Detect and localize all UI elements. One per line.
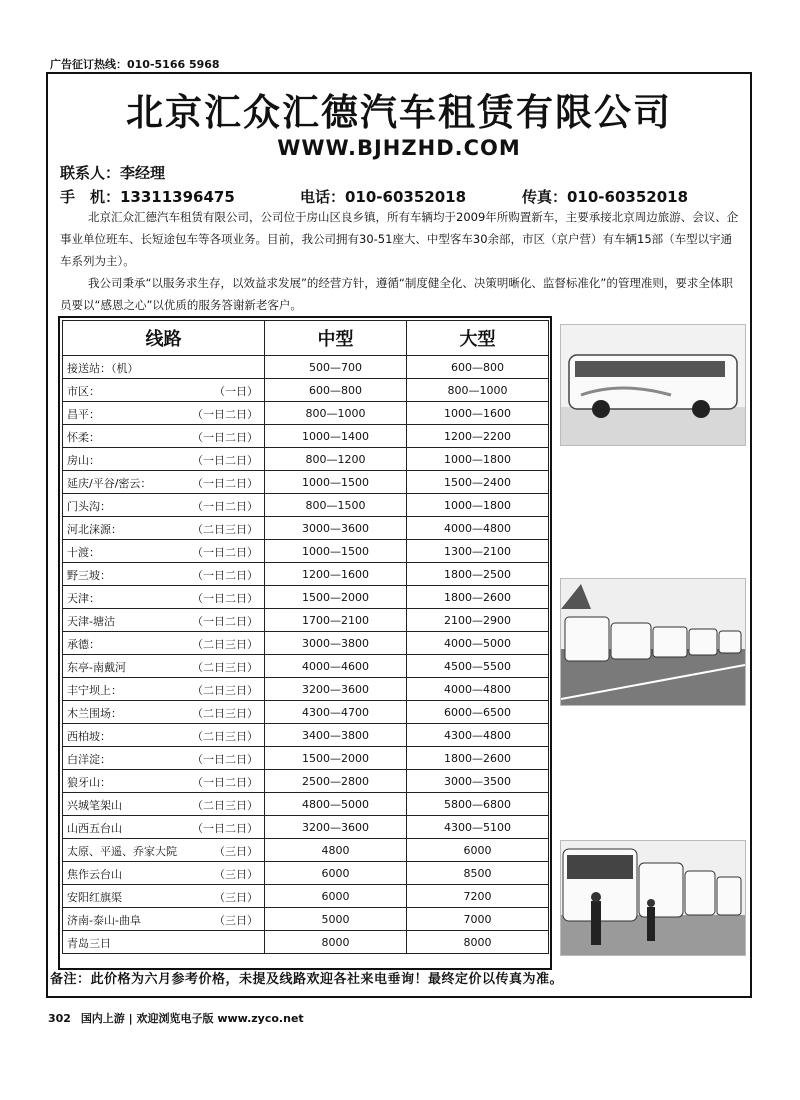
table-row — [63, 678, 549, 701]
route-cell — [63, 908, 265, 931]
large-price: 1000—1800 — [407, 448, 549, 471]
phone-number: 电话：010-60352018 — [300, 188, 467, 206]
mobile-number: 手 机：13311396475 — [60, 188, 235, 206]
route-duration: （三日） — [214, 868, 258, 881]
route-duration: （二日三日） — [192, 661, 258, 674]
route-name: 木兰围场： — [67, 707, 122, 720]
mid-price: 6000 — [265, 862, 407, 885]
page-footer — [48, 1010, 304, 1026]
large-price: 1200—2200 — [407, 425, 549, 448]
table-row — [63, 379, 549, 402]
mid-price: 800—1000 — [265, 402, 407, 425]
route-duration: （二日三日） — [192, 684, 258, 697]
mid-price: 3400—3800 — [265, 724, 407, 747]
large-price: 4000—4800 — [407, 517, 549, 540]
route-duration: （一日二日） — [192, 546, 258, 559]
route-name: 门头沟： — [67, 500, 111, 513]
table-row — [63, 494, 549, 517]
header-mid: 中型 — [265, 321, 407, 356]
large-price: 1300—2100 — [407, 540, 549, 563]
route-cell — [63, 402, 265, 425]
large-price: 800—1000 — [407, 379, 549, 402]
mid-price: 1000—1500 — [265, 471, 407, 494]
route-duration: （一日二日） — [192, 477, 258, 490]
route-duration: （一日二日） — [192, 776, 258, 789]
route-name: 房山： — [67, 454, 100, 467]
route-name: 东亭-南戴河 — [67, 661, 126, 674]
table-row — [63, 448, 549, 471]
route-duration: （二日三日） — [192, 799, 258, 812]
table-row — [63, 425, 549, 448]
large-price: 1500—2400 — [407, 471, 549, 494]
table-row — [63, 816, 549, 839]
large-price: 8500 — [407, 862, 549, 885]
route-cell — [63, 839, 265, 862]
large-price: 1800—2600 — [407, 586, 549, 609]
mid-price: 3000—3800 — [265, 632, 407, 655]
bus-photo — [560, 324, 746, 446]
large-price: 4500—5500 — [407, 655, 549, 678]
route-duration: （三日） — [214, 891, 258, 904]
large-price: 1800—2600 — [407, 747, 549, 770]
mid-price: 3000—3600 — [265, 517, 407, 540]
route-name: 天津-塘沽 — [67, 615, 115, 628]
mid-price: 1200—1600 — [265, 563, 407, 586]
route-duration: （一日） — [214, 385, 258, 398]
large-price: 600—800 — [407, 356, 549, 379]
table-row — [63, 793, 549, 816]
route-duration: （一日二日） — [192, 431, 258, 444]
route-name: 丰宁坝上： — [67, 684, 122, 697]
route-duration: （一日二日） — [192, 408, 258, 421]
route-duration: （二日三日） — [192, 730, 258, 743]
table-row — [63, 632, 549, 655]
mid-price: 4000—4600 — [265, 655, 407, 678]
route-duration: （一日二日） — [192, 753, 258, 766]
route-cell — [63, 678, 265, 701]
route-cell — [63, 425, 265, 448]
table-row — [63, 655, 549, 678]
large-price: 5800—6800 — [407, 793, 549, 816]
price-table — [62, 320, 549, 954]
route-duration: （二日三日） — [192, 707, 258, 720]
table-row — [63, 609, 549, 632]
table-row — [63, 908, 549, 931]
large-price: 1000—1800 — [407, 494, 549, 517]
mid-price: 800—1200 — [265, 448, 407, 471]
route-duration: （一日二日） — [192, 500, 258, 513]
route-duration: （一日二日） — [192, 569, 258, 582]
route-name: 太原、平遥、乔家大院 — [67, 845, 177, 858]
mid-price: 1500—2000 — [265, 747, 407, 770]
route-name: 青岛三日 — [67, 937, 111, 950]
company-name: 北京汇众汇德汽车租赁有限公司 — [126, 91, 672, 134]
large-price: 4000—5000 — [407, 632, 549, 655]
contact-person: 联系人：李经理 — [60, 164, 166, 182]
table-row — [63, 724, 549, 747]
footer-text: 国内上游 | 欢迎浏览电子版 www.zyco.net — [80, 1012, 304, 1025]
intro-paragraph: 我公司秉承“以服务求生存，以效益求发展”的经营方针，遵循“制度健全化、决策明晰化、监督标准化”的管理准则，要求全体职员要以“感恩之心”以优质的服务答谢新老客户。 — [60, 276, 733, 312]
route-duration: （一日二日） — [192, 454, 258, 467]
route-cell — [63, 540, 265, 563]
route-duration: （二日三日） — [192, 638, 258, 651]
price-table-box — [58, 316, 552, 970]
large-price: 4000—4800 — [407, 678, 549, 701]
route-name: 接送站：（机） — [67, 362, 139, 375]
mid-price: 3200—3600 — [265, 816, 407, 839]
mid-price: 3200—3600 — [265, 678, 407, 701]
mid-price: 1000—1400 — [265, 425, 407, 448]
route-duration: （三日） — [214, 914, 258, 927]
table-row — [63, 563, 549, 586]
price-table-body — [63, 356, 549, 954]
route-duration: （二日三日） — [192, 523, 258, 536]
route-duration: （三日） — [214, 845, 258, 858]
route-cell — [63, 517, 265, 540]
table-row — [63, 540, 549, 563]
table-row — [63, 471, 549, 494]
bus-fleet-photo — [560, 578, 746, 706]
ad-hotline: 广告征订热线：010-5166 5968 — [50, 58, 220, 71]
large-price: 3000—3500 — [407, 770, 549, 793]
large-price: 6000 — [407, 839, 549, 862]
route-name: 狼牙山： — [67, 776, 111, 789]
large-price: 7200 — [407, 885, 549, 908]
table-row — [63, 517, 549, 540]
table-row — [63, 931, 549, 954]
large-price: 2100—2900 — [407, 609, 549, 632]
table-header-row — [63, 321, 549, 356]
large-price: 7000 — [407, 908, 549, 931]
large-price: 8000 — [407, 931, 549, 954]
route-name: 西柏坡： — [67, 730, 111, 743]
route-cell — [63, 724, 265, 747]
table-row — [63, 862, 549, 885]
table-row — [63, 885, 549, 908]
mid-price: 600—800 — [265, 379, 407, 402]
mid-price: 2500—2800 — [265, 770, 407, 793]
route-cell — [63, 816, 265, 839]
large-price: 4300—4800 — [407, 724, 549, 747]
route-name: 河北涞源： — [67, 523, 122, 536]
mid-price: 4300—4700 — [265, 701, 407, 724]
route-cell — [63, 609, 265, 632]
mid-price: 500—700 — [265, 356, 407, 379]
header-route: 线路 — [63, 321, 265, 356]
route-cell — [63, 632, 265, 655]
table-row — [63, 402, 549, 425]
route-cell — [63, 379, 265, 402]
table-row — [63, 356, 549, 379]
route-name: 安阳红旗渠 — [67, 891, 122, 904]
route-duration: （一日二日） — [192, 615, 258, 628]
route-name: 十渡： — [67, 546, 100, 559]
route-cell — [63, 494, 265, 517]
route-name: 昌平： — [67, 408, 100, 421]
company-website[interactable]: WWW.BJHZHD.COM — [277, 136, 521, 160]
route-name: 兴城笔架山 — [67, 799, 122, 812]
bus-row-drivers-illustration — [561, 841, 745, 955]
mid-price: 1500—2000 — [265, 586, 407, 609]
mid-price: 1700—2100 — [265, 609, 407, 632]
bus-drivers-photo — [560, 840, 746, 956]
single-bus-illustration — [561, 325, 745, 445]
large-price: 4300—5100 — [407, 816, 549, 839]
route-cell — [63, 701, 265, 724]
mid-price: 1000—1500 — [265, 540, 407, 563]
mid-price: 5000 — [265, 908, 407, 931]
mid-price: 4800 — [265, 839, 407, 862]
bus-fleet-illustration — [561, 579, 745, 705]
table-row — [63, 586, 549, 609]
table-row — [63, 839, 549, 862]
route-cell — [63, 655, 265, 678]
route-cell — [63, 747, 265, 770]
route-cell — [63, 356, 265, 379]
route-name: 焦作云台山 — [67, 868, 122, 881]
company-intro — [60, 206, 740, 316]
route-name: 怀柔： — [67, 431, 100, 444]
large-price: 1800—2500 — [407, 563, 549, 586]
route-cell — [63, 448, 265, 471]
route-cell — [63, 471, 265, 494]
route-cell — [63, 931, 265, 954]
route-cell — [63, 770, 265, 793]
route-name: 白洋淀： — [67, 753, 111, 766]
route-name: 市区： — [67, 385, 100, 398]
route-name: 延庆/平谷/密云： — [67, 477, 152, 490]
route-duration: （一日二日） — [192, 592, 258, 605]
route-name: 承德： — [67, 638, 100, 651]
route-name: 山西五台山 — [67, 822, 122, 835]
page-number: 302 — [48, 1012, 71, 1025]
table-row — [63, 701, 549, 724]
table-row — [63, 747, 549, 770]
route-name: 济南-泰山-曲阜 — [67, 914, 141, 927]
route-cell — [63, 793, 265, 816]
intro-paragraph: 北京汇众汇德汽车租赁有限公司，公司位于房山区良乡镇，所有车辆均于2009年所购置新车，主要承接北京周边旅游、会议、企事业单位班车、长短途包车等各项业务。目前，我公司拥有30-51座大、中型客车30余部，市区（京户营）有车辆15部（车型以宇通车系列为主）。 — [60, 210, 739, 268]
header-large: 大型 — [407, 321, 549, 356]
route-cell — [63, 885, 265, 908]
mid-price: 800—1500 — [265, 494, 407, 517]
route-cell — [63, 586, 265, 609]
large-price: 6000—6500 — [407, 701, 549, 724]
mid-price: 6000 — [265, 885, 407, 908]
table-row — [63, 770, 549, 793]
route-cell — [63, 563, 265, 586]
large-price: 1000—1600 — [407, 402, 549, 425]
route-name: 天津： — [67, 592, 100, 605]
fax-number: 传真：010-60352018 — [522, 188, 689, 206]
price-note: 备注：此价格为六月参考价格，未提及线路欢迎各社来电垂询！最终定价以传真为准。 — [50, 972, 564, 987]
route-cell — [63, 862, 265, 885]
route-name: 野三坡： — [67, 569, 111, 582]
ad-frame — [46, 72, 752, 998]
mid-price: 4800—5000 — [265, 793, 407, 816]
mid-price: 8000 — [265, 931, 407, 954]
route-duration: （一日二日） — [192, 822, 258, 835]
